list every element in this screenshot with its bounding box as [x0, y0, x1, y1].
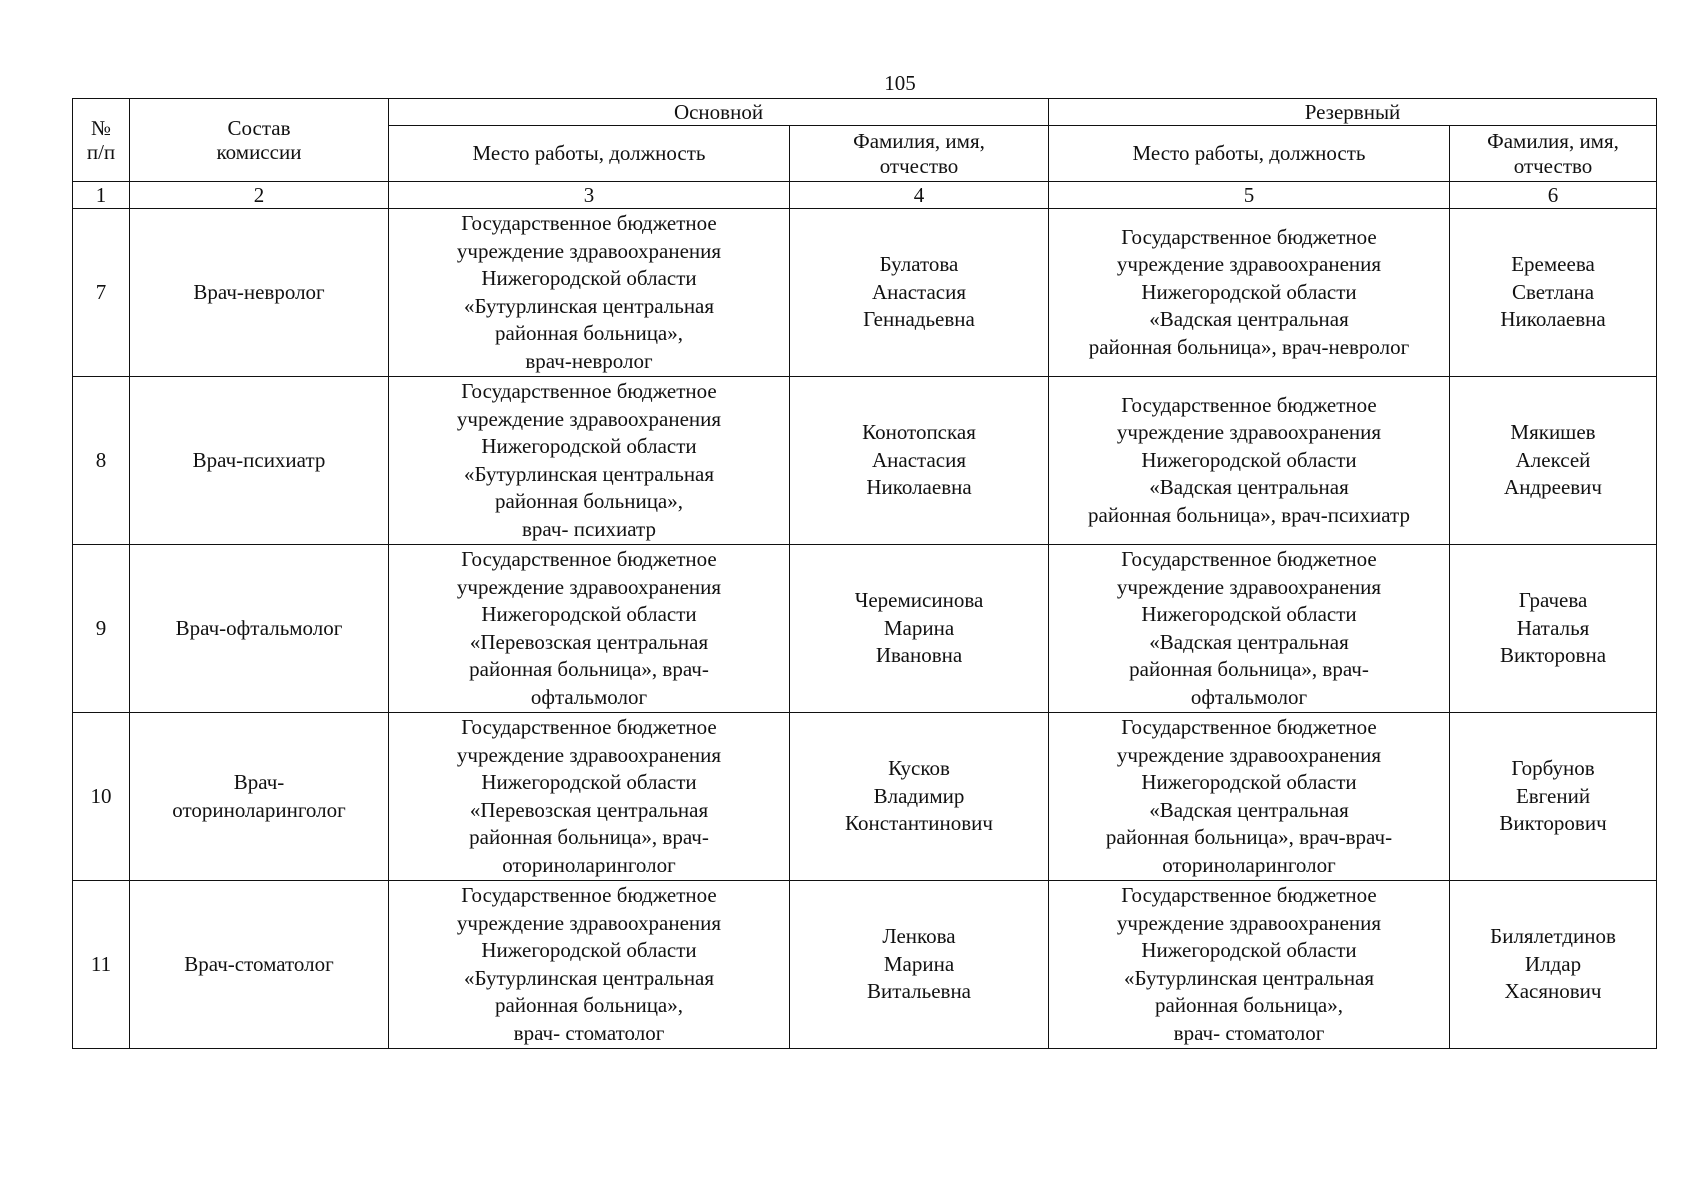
reserve-fio: Билялетдинов Илдар Хасянович: [1450, 881, 1657, 1049]
main-workplace: Государственное бюджетное учреждение здравоохранения Нижегородской области «Перевозская центральная районная больница», врач- офтальмолог: [389, 545, 790, 713]
main-workplace: Государственное бюджетное учреждение здравоохранения Нижегородской области «Перевозская центральная районная больница», врач- оториноларинголог: [389, 713, 790, 881]
main-fio: Ленкова Марина Витальевна: [790, 881, 1049, 1049]
header-num: № п/п: [73, 99, 130, 182]
row-number: 11: [73, 881, 130, 1049]
commission-role: Врач-невролог: [130, 209, 389, 377]
row-number: 8: [73, 377, 130, 545]
reserve-workplace: Государственное бюджетное учреждение здравоохранения Нижегородской области «Вадская центральная районная больница», врач-невролог: [1049, 209, 1450, 377]
table-row: [73, 209, 1657, 377]
header-composition: Состав комиссии: [130, 99, 389, 182]
reserve-fio: Еремеева Светлана Николаевна: [1450, 209, 1657, 377]
main-fio: Конотопская Анастасия Николаевна: [790, 377, 1049, 545]
column-number: 3: [389, 182, 790, 209]
commission-role: Врач-офтальмолог: [130, 545, 389, 713]
commission-role: Врач-стоматолог: [130, 881, 389, 1049]
commission-table: [72, 98, 1657, 1049]
reserve-fio: Мякишев Алексей Андреевич: [1450, 377, 1657, 545]
table-row: [73, 377, 1657, 545]
reserve-workplace: Государственное бюджетное учреждение здравоохранения Нижегородской области «Вадская центральная районная больница», врач- офтальмолог: [1049, 545, 1450, 713]
reserve-workplace: Государственное бюджетное учреждение здравоохранения Нижегородской области «Вадская центральная районная больница», врач-психиатр: [1049, 377, 1450, 545]
reserve-workplace: Государственное бюджетное учреждение здравоохранения Нижегородской области «Бутурлинская центральная районная больница», врач- стоматолог: [1049, 881, 1450, 1049]
column-number: 6: [1450, 182, 1657, 209]
main-fio: Кусков Владимир Константинович: [790, 713, 1049, 881]
main-workplace: Государственное бюджетное учреждение здравоохранения Нижегородской области «Бутурлинская центральная районная больница», врач- стоматолог: [389, 881, 790, 1049]
column-number-row: [73, 182, 1657, 209]
column-number: 2: [130, 182, 389, 209]
header-main-group: Основной: [389, 99, 1049, 126]
commission-role: Врач- оториноларинголог: [130, 713, 389, 881]
page-number: 105: [884, 71, 916, 95]
header-reserve-workplace: Место работы, должность: [1049, 126, 1450, 182]
table-row: [73, 545, 1657, 713]
row-number: 10: [73, 713, 130, 881]
header-reserve-fio: Фамилия, имя, отчество: [1450, 126, 1657, 182]
commission-role: Врач-психиатр: [130, 377, 389, 545]
table-row: [73, 881, 1657, 1049]
row-number: 7: [73, 209, 130, 377]
header-main-workplace: Место работы, должность: [389, 126, 790, 182]
column-number: 5: [1049, 182, 1450, 209]
main-fio: Булатова Анастасия Геннадьевна: [790, 209, 1049, 377]
main-workplace: Государственное бюджетное учреждение здравоохранения Нижегородской области «Бутурлинская центральная районная больница», врач- психиатр: [389, 377, 790, 545]
column-number: 4: [790, 182, 1049, 209]
row-number: 9: [73, 545, 130, 713]
main-workplace: Государственное бюджетное учреждение здравоохранения Нижегородской области «Бутурлинская центральная районная больница», врач-невролог: [389, 209, 790, 377]
header-row-groups: [73, 99, 1657, 126]
column-number: 1: [73, 182, 130, 209]
main-fio: Черемисинова Марина Ивановна: [790, 545, 1049, 713]
reserve-fio: Грачева Наталья Викторовна: [1450, 545, 1657, 713]
reserve-fio: Горбунов Евгений Викторович: [1450, 713, 1657, 881]
table-row: [73, 713, 1657, 881]
header-reserve-group: Резервный: [1049, 99, 1657, 126]
reserve-workplace: Государственное бюджетное учреждение здравоохранения Нижегородской области «Вадская центральная районная больница», врач-врач- оториноларинголог: [1049, 713, 1450, 881]
header-main-fio: Фамилия, имя, отчество: [790, 126, 1049, 182]
